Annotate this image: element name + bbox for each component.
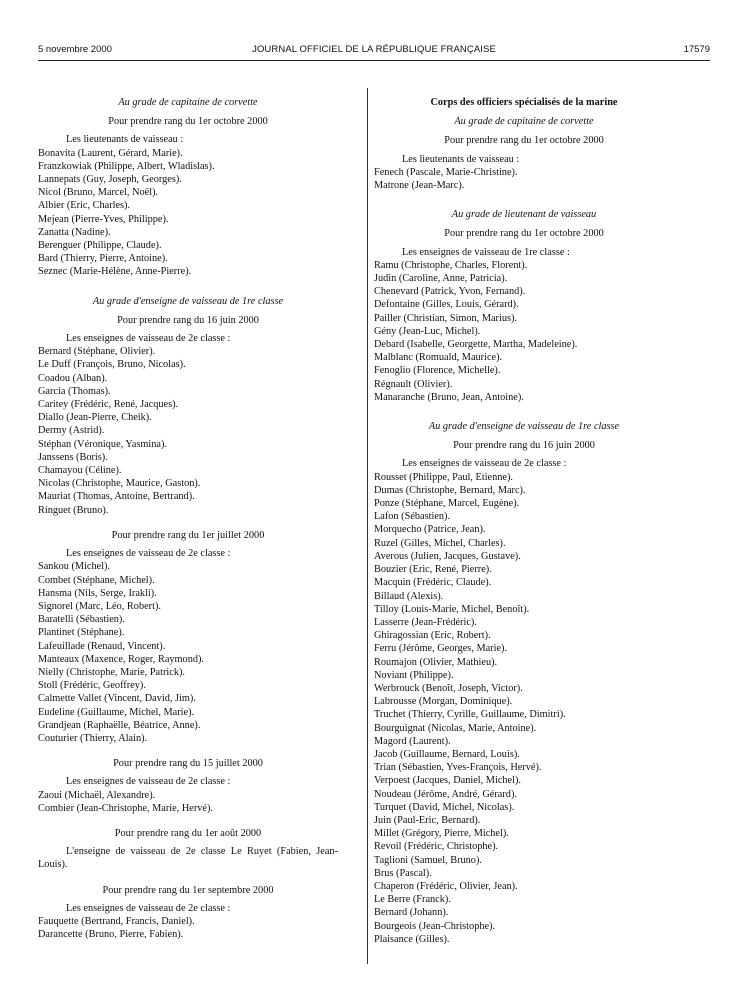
list-item: Le Berre (Franck). <box>374 894 451 906</box>
list-item: Juin (Paul-Eric, Bernard). <box>374 814 481 826</box>
list-item: Chenevard (Patrick, Yvon, Fernand). <box>374 286 526 298</box>
list-item: Fauquette (Bertrand, Francis, Daniel). <box>38 915 195 927</box>
name-list <box>374 471 674 946</box>
section-intro: Les lieutenants de vaisseau : <box>402 153 520 165</box>
list-item: Coadou (Alban). <box>38 372 108 384</box>
list-item: Garcia (Thomas). <box>38 385 111 397</box>
list-item: Bourgeois (Jean-Christophe). <box>374 920 496 932</box>
list-item: Werbrouck (Benoît, Joseph, Victor). <box>374 682 523 694</box>
list-item: Darancette (Bruno, Pierre, Fabien). <box>38 929 184 941</box>
list-item: Brus (Pascal). <box>374 867 432 879</box>
list-item: Combier (Jean-Christophe, Marie, Hervé). <box>38 802 213 814</box>
list-item: Truchet (Thierry, Cyrille, Guillaume, Dimitri). <box>374 709 566 721</box>
name-list <box>38 147 338 279</box>
list-item: Bernard (Johann). <box>374 907 449 919</box>
list-item: Turquet (David, Michel, Nicolas). <box>374 801 515 813</box>
list-item: Roumajon (Olivier, Mathieu). <box>374 656 498 668</box>
list-item: Hansma (Nils, Serge, Irakli). <box>38 587 157 599</box>
page-header <box>38 44 710 60</box>
list-item: Malblanc (Romuald, Maurice). <box>374 352 503 364</box>
section-intro: Les enseignes de vaisseau de 1re classe : <box>402 246 570 258</box>
list-item: Morquecho (Patrice, Jean). <box>374 524 486 536</box>
header-date: 5 novembre 2000 <box>38 44 112 55</box>
section-intro: Les enseignes de vaisseau de 2e classe : <box>66 333 231 345</box>
section-title: Au grade de capitaine de corvette <box>118 97 258 108</box>
list-item: Signorel (Marc, Léo, Robert). <box>38 600 161 612</box>
list-item: Eudeline (Guillaume, Michel, Marie). <box>38 706 195 718</box>
list-item: Revoil (Frédéric, Christophe). <box>374 841 499 853</box>
list-item: Gény (Jean-Luc, Michel). <box>374 325 481 337</box>
right-column <box>374 92 674 946</box>
header-journal-title: JOURNAL OFFICIEL DE LA RÉPUBLIQUE FRANÇAISE <box>252 44 496 55</box>
section-title: Au grade de lieutenant de vaisseau <box>451 209 597 221</box>
list-item: Stéphan (Véronique, Yasmina). <box>38 438 167 450</box>
list-item: Judin (Caroline, Anne, Patricia). <box>374 273 508 285</box>
name-list <box>38 789 338 815</box>
list-item: Dermy (Astrid). <box>38 425 105 437</box>
list-item: Fenech (Pascale, Marie-Christine). <box>374 166 518 178</box>
name-list <box>374 166 674 192</box>
list-item: Diallo (Jean-Pierre, Cheik). <box>38 412 152 424</box>
list-item: Lannepats (Guy, Joseph, Georges). <box>38 174 182 186</box>
section-rank-date: Pour prendre rang du 1er septembre 2000 <box>102 884 274 896</box>
list-item: Defontaine (Gilles, Louis, Gérard). <box>374 299 519 311</box>
list-item: Labrousse (Morgan, Dominique). <box>374 696 513 708</box>
section-left-1 <box>38 96 338 279</box>
list-item: Chaperon (Frédéric, Olivier, Jean). <box>374 880 518 892</box>
list-item: Bonavita (Laurent, Gérard, Marie). <box>38 147 183 159</box>
section-title: Au grade d'enseigne de vaisseau de 1re classe <box>428 421 620 433</box>
list-item: Zanatta (Nadine). <box>38 226 111 238</box>
section-left-4 <box>38 757 338 815</box>
section-left-6 <box>38 884 338 942</box>
list-item: Noviant (Philippe). <box>374 669 454 681</box>
name-list <box>38 560 338 745</box>
section-rank-date: Pour prendre rang du 1er octobre 2000 <box>444 135 604 147</box>
section-left-3 <box>38 529 338 745</box>
list-item: Couturier (Thierry, Alain). <box>38 732 148 744</box>
list-item: Plaisance (Gilles). <box>374 933 450 945</box>
list-item: Mauriat (Thomas, Antoine, Bertrand). <box>38 491 195 503</box>
list-item: Plantinet (Stéphane). <box>38 627 125 639</box>
left-column <box>38 92 338 941</box>
list-item: Dumas (Christophe, Bernard, Marc). <box>374 484 526 496</box>
list-item: Trian (Sébastien, Yves-François, Hervé). <box>374 762 542 774</box>
list-item: Manaranche (Bruno, Jean, Antoine). <box>374 391 524 403</box>
list-item: Manteaux (Maxence, Roger, Raymond). <box>38 653 205 665</box>
list-item: Berenguer (Philippe, Claude). <box>38 240 162 252</box>
section-text: L'enseigne de vaisseau de 2e classe Le Ruyet (Fabien, Jean-Louis). <box>38 846 338 871</box>
list-item: Tilloy (Louis-Marie, Michel, Benoît). <box>374 603 530 615</box>
list-item: Seznec (Marie-Hélène, Anne-Pierre). <box>38 266 192 278</box>
list-item: Magord (Laurent). <box>374 735 451 747</box>
section-intro: Les enseignes de vaisseau de 2e classe : <box>402 458 567 470</box>
list-item: Lafeuillade (Renaud, Vincent). <box>38 640 166 652</box>
list-item: Lafon (Sébastien). <box>374 511 451 523</box>
list-item: Verpoest (Jacques, Daniel, Michel). <box>374 775 521 787</box>
list-item: Noudeau (Jérôme, André, Gérard). <box>374 788 517 800</box>
list-item: Ruzel (Gilles, Michel, Charles). <box>374 537 506 549</box>
header-page-number: 17579 <box>683 44 710 55</box>
list-item: Albier (Eric, Charles). <box>38 200 131 212</box>
section-intro: Les enseignes de vaisseau de 2e classe : <box>66 548 231 560</box>
list-item: Pailler (Christian, Simon, Marius). <box>374 312 517 324</box>
corps-heading: Corps des officiers spécialisés de la marine <box>430 97 618 108</box>
list-item: Ponze (Stéphane, Marcel, Eugène). <box>374 498 520 510</box>
section-rank-date: Pour prendre rang du 1er octobre 2000 <box>444 228 604 240</box>
list-item: Chamayou (Céline). <box>38 465 122 477</box>
list-item: Calmette Vallet (Vincent, David, Jim). <box>38 693 196 705</box>
list-item: Nicolas (Christophe, Maurice, Gaston). <box>38 478 201 490</box>
list-item: Taglioni (Samuel, Bruno). <box>374 854 482 866</box>
list-item: Bourguignat (Nicolas, Marie, Antoine). <box>374 722 537 734</box>
list-item: Millet (Grégory, Pierre, Michel). <box>374 828 509 840</box>
list-item: Caritey (Frédéric, René, Jacques). <box>38 399 179 411</box>
name-list <box>374 259 674 404</box>
section-rank-date: Pour prendre rang du 16 juin 2000 <box>453 440 595 452</box>
list-item: Nicol (Bruno, Marcel, Noël). <box>38 187 159 199</box>
section-rank-date: Pour prendre rang du 16 juin 2000 <box>117 314 259 326</box>
list-item: Grandjean (Raphaëlle, Béatrice, Anne). <box>38 719 201 731</box>
name-list <box>38 345 338 517</box>
section-intro: Les lieutenants de vaisseau : <box>66 134 184 146</box>
list-item: Bouzier (Eric, René, Pierre). <box>374 564 492 576</box>
list-item: Macquin (Frédéric, Claude). <box>374 577 492 589</box>
section-rank-date: Pour prendre rang du 1er août 2000 <box>114 827 262 839</box>
section-left-5 <box>38 827 338 872</box>
list-item: Bard (Thierry, Pierre, Antoine). <box>38 253 168 265</box>
list-item: Ghiragossian (Eric, Robert). <box>374 630 491 642</box>
section-intro: Les enseignes de vaisseau de 2e classe : <box>66 776 231 788</box>
list-item: Bernard (Stéphane, Olivier). <box>38 346 156 358</box>
list-item: Matrone (Jean-Marc). <box>374 180 465 192</box>
list-item: Le Duff (François, Bruno, Nicolas). <box>38 359 186 371</box>
name-list <box>38 915 338 941</box>
list-item: Sankou (Michel). <box>38 561 111 573</box>
section-right-2 <box>374 208 674 404</box>
section-left-2 <box>38 295 338 517</box>
list-item: Combet (Stéphane, Michel). <box>38 574 155 586</box>
list-item: Janssens (Boris). <box>38 451 108 463</box>
section-rank-date: Pour prendre rang du 1er octobre 2000 <box>108 116 268 128</box>
section-title: Au grade de capitaine de corvette <box>454 116 594 128</box>
header-rule <box>38 60 710 61</box>
column-divider <box>367 88 368 964</box>
list-item: Franzkowiak (Philippe, Albert, Wladislas). <box>38 160 215 172</box>
list-item: Régnault (Olivier). <box>374 378 453 390</box>
list-item: Ferru (Jérôme, Georges, Marie). <box>374 643 508 655</box>
list-item: Billaud (Alexis). <box>374 590 444 602</box>
list-item: Zaoui (Michaël, Alexandre). <box>38 789 156 801</box>
list-item: Stoll (Frédéric, Geoffrey). <box>38 680 146 692</box>
list-item: Ramu (Christophe, Charles, Florent). <box>374 259 528 271</box>
list-item: Rousset (Philippe, Paul, Etienne). <box>374 471 513 483</box>
list-item: Baratelli (Sébastien). <box>38 614 125 626</box>
section-title: Au grade d'enseigne de vaisseau de 1re classe <box>92 295 284 307</box>
section-intro: Les enseignes de vaisseau de 2e classe : <box>66 902 231 914</box>
section-right-3 <box>374 420 674 946</box>
list-item: Mejean (Pierre-Yves, Philippe). <box>38 213 169 225</box>
section-right-1 <box>374 115 674 192</box>
list-item: Averous (Julien, Jacques, Gustave). <box>374 550 521 562</box>
list-item: Jacob (Guillaume, Bernard, Louis). <box>374 748 520 760</box>
list-item: Nielly (Christophe, Marie, Patrick). <box>38 666 185 678</box>
section-rank-date: Pour prendre rang du 1er juillet 2000 <box>111 529 265 541</box>
section-rank-date: Pour prendre rang du 15 juillet 2000 <box>113 758 263 770</box>
list-item: Lasserre (Jean-Frédéric). <box>374 616 477 628</box>
list-item: Ringuet (Bruno). <box>38 504 109 516</box>
list-item: Fenoglio (Florence, Michelle). <box>374 365 501 377</box>
list-item: Debard (Isabelle, Georgette, Martha, Madeleine). <box>374 339 578 351</box>
